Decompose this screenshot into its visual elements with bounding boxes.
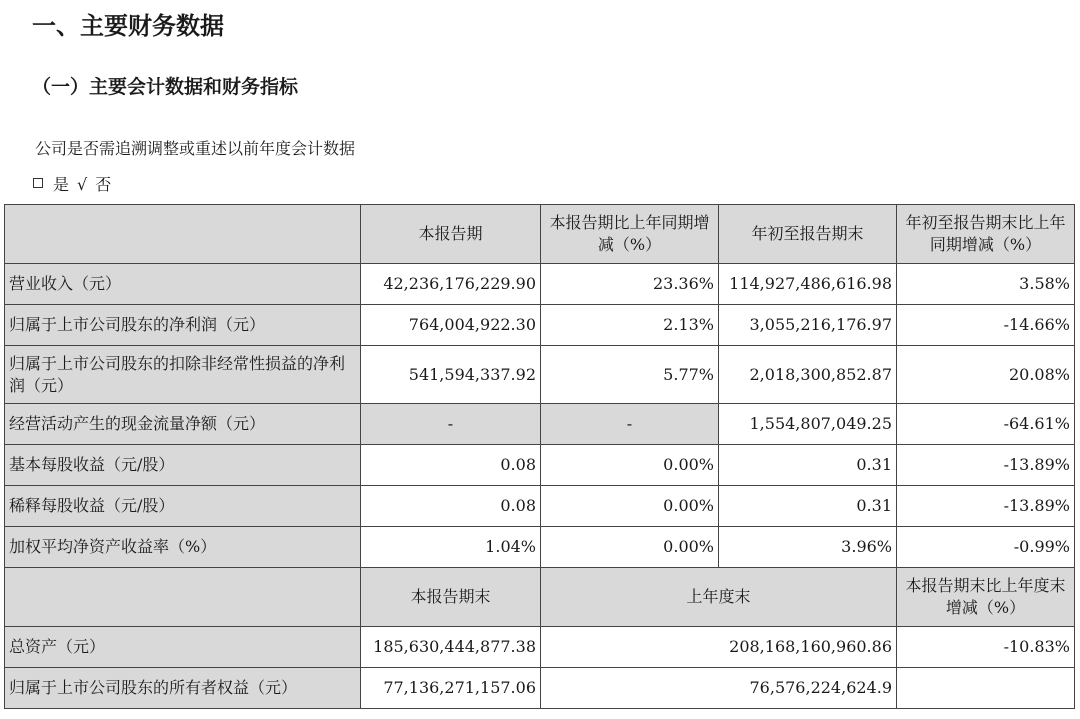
cell-value: 0.08: [361, 486, 541, 527]
cell-value: -10.83%: [897, 627, 1075, 668]
cell-value: 0.00%: [541, 445, 719, 486]
cell-value: 3.58%: [897, 264, 1075, 305]
cell-value: [897, 668, 1075, 709]
cell-value: 76,576,224,624.9: [541, 668, 897, 709]
header-prior-year-end: 上年度末: [541, 568, 897, 627]
table-row: [5, 404, 1075, 445]
row-label: 经营活动产生的现金流量净额（元）: [5, 404, 361, 445]
option-no: 否: [95, 175, 112, 194]
cell-value: -14.66%: [897, 305, 1075, 346]
cell-value: 5.77%: [541, 346, 719, 404]
cell-value: -0.99%: [897, 527, 1075, 568]
cell-value: 3.96%: [719, 527, 897, 568]
row-label: 稀释每股收益（元/股）: [5, 486, 361, 527]
header-current-period: 本报告期: [361, 205, 541, 264]
table-row: [5, 305, 1075, 346]
cell-value: 764,004,922.30: [361, 305, 541, 346]
financial-data-table: [4, 204, 1075, 709]
cell-value: 0.00%: [541, 527, 719, 568]
table-row: [5, 264, 1075, 305]
table-row: [5, 668, 1075, 709]
option-yes: 是: [53, 175, 70, 194]
restate-options: [33, 172, 119, 195]
cell-value: -64.61%: [897, 404, 1075, 445]
cell-value: 42,236,176,229.90: [361, 264, 541, 305]
row-label: 归属于上市公司股东的扣除非经常性损益的净利润（元）: [5, 346, 361, 404]
header-ytd-change: 年初至报告期末比上年同期增减（%）: [897, 205, 1075, 264]
table-row: [5, 346, 1075, 404]
header-current-change: 本报告期比上年同期增减（%）: [541, 205, 719, 264]
cell-value: 0.31: [719, 445, 897, 486]
row-label: 加权平均净资产收益率（%）: [5, 527, 361, 568]
row-label: 营业收入（元）: [5, 264, 361, 305]
cell-value: -: [361, 404, 541, 445]
cell-value: 1,554,807,049.25: [719, 404, 897, 445]
header-period-end-change: 本报告期末比上年度末增减（%）: [897, 568, 1075, 627]
header-period-end: 本报告期末: [361, 568, 541, 627]
cell-value: -: [541, 404, 719, 445]
row-label: 归属于上市公司股东的净利润（元）: [5, 305, 361, 346]
row-label: 基本每股收益（元/股）: [5, 445, 361, 486]
cell-value: 0.31: [719, 486, 897, 527]
section-heading: 一、主要财务数据: [32, 12, 224, 40]
row-label: 归属于上市公司股东的所有者权益（元）: [5, 668, 361, 709]
cell-value: 541,594,337.92: [361, 346, 541, 404]
restate-question: 公司是否需追溯调整或重述以前年度会计数据: [35, 139, 356, 158]
cell-value: 185,630,444,877.38: [361, 627, 541, 668]
cell-value: -13.89%: [897, 445, 1075, 486]
table-row: [5, 486, 1075, 527]
cell-value: 0.08: [361, 445, 541, 486]
table-row: [5, 445, 1075, 486]
cell-value: 2.13%: [541, 305, 719, 346]
table-header-row: [5, 205, 1075, 264]
cell-value: 2,018,300,852.87: [719, 346, 897, 404]
cell-value: -13.89%: [897, 486, 1075, 527]
header-empty-cell: [5, 205, 361, 264]
table-row: [5, 527, 1075, 568]
cell-value: 23.36%: [541, 264, 719, 305]
subsection-heading: （一）主要会计数据和财务指标: [32, 76, 299, 98]
cell-value: 0.00%: [541, 486, 719, 527]
cell-value: 3,055,216,176.97: [719, 305, 897, 346]
table-row: [5, 627, 1075, 668]
cell-value: 20.08%: [897, 346, 1075, 404]
cell-value: 77,136,271,157.06: [361, 668, 541, 709]
header-empty-cell: [5, 568, 361, 627]
header-ytd: 年初至报告期末: [719, 205, 897, 264]
checkbox-empty-icon: [33, 178, 43, 188]
cell-value: 208,168,160,960.86: [541, 627, 897, 668]
cell-value: 1.04%: [361, 527, 541, 568]
cell-value: 114,927,486,616.98: [719, 264, 897, 305]
row-label: 总资产（元）: [5, 627, 361, 668]
table-header-row: [5, 568, 1075, 627]
check-mark-icon: √: [77, 175, 88, 194]
